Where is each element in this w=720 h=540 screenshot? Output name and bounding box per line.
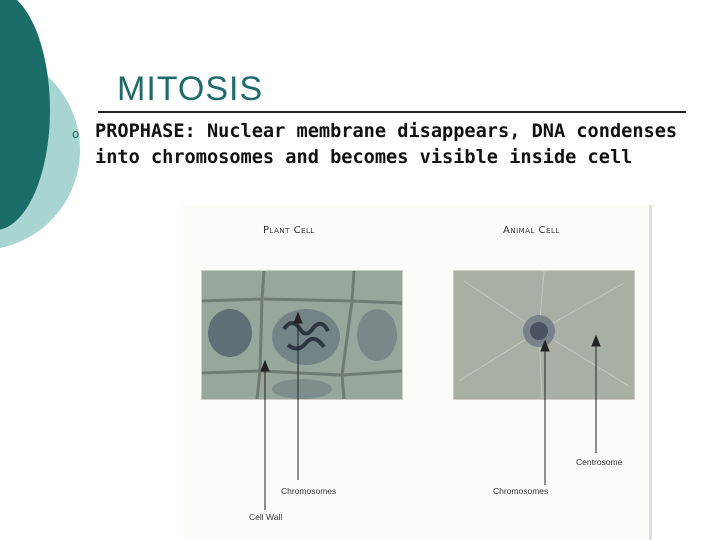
plant-cell-label: Plant Cell [263,225,315,236]
chromosomes-label-animal: Chromosomes [493,486,549,496]
slide-title: MITOSIS [117,70,264,108]
bullet-marker: o [72,127,80,141]
title-underline [98,111,686,113]
decorative-circles [0,0,110,300]
annotation-arrows [183,205,650,540]
animal-cell-label: Animal Cell [503,225,560,236]
cell-wall-label: Cell Wall [249,512,283,522]
mitosis-figure [183,205,650,540]
centrosome-label: Centrosome [576,457,623,467]
chromosomes-label-plant: Chromosomes [281,486,337,496]
bullet-text: PROPHASE: Nuclear membrane disappears, DNA condenses into chromosomes and becomes visible inside cell [95,121,678,168]
